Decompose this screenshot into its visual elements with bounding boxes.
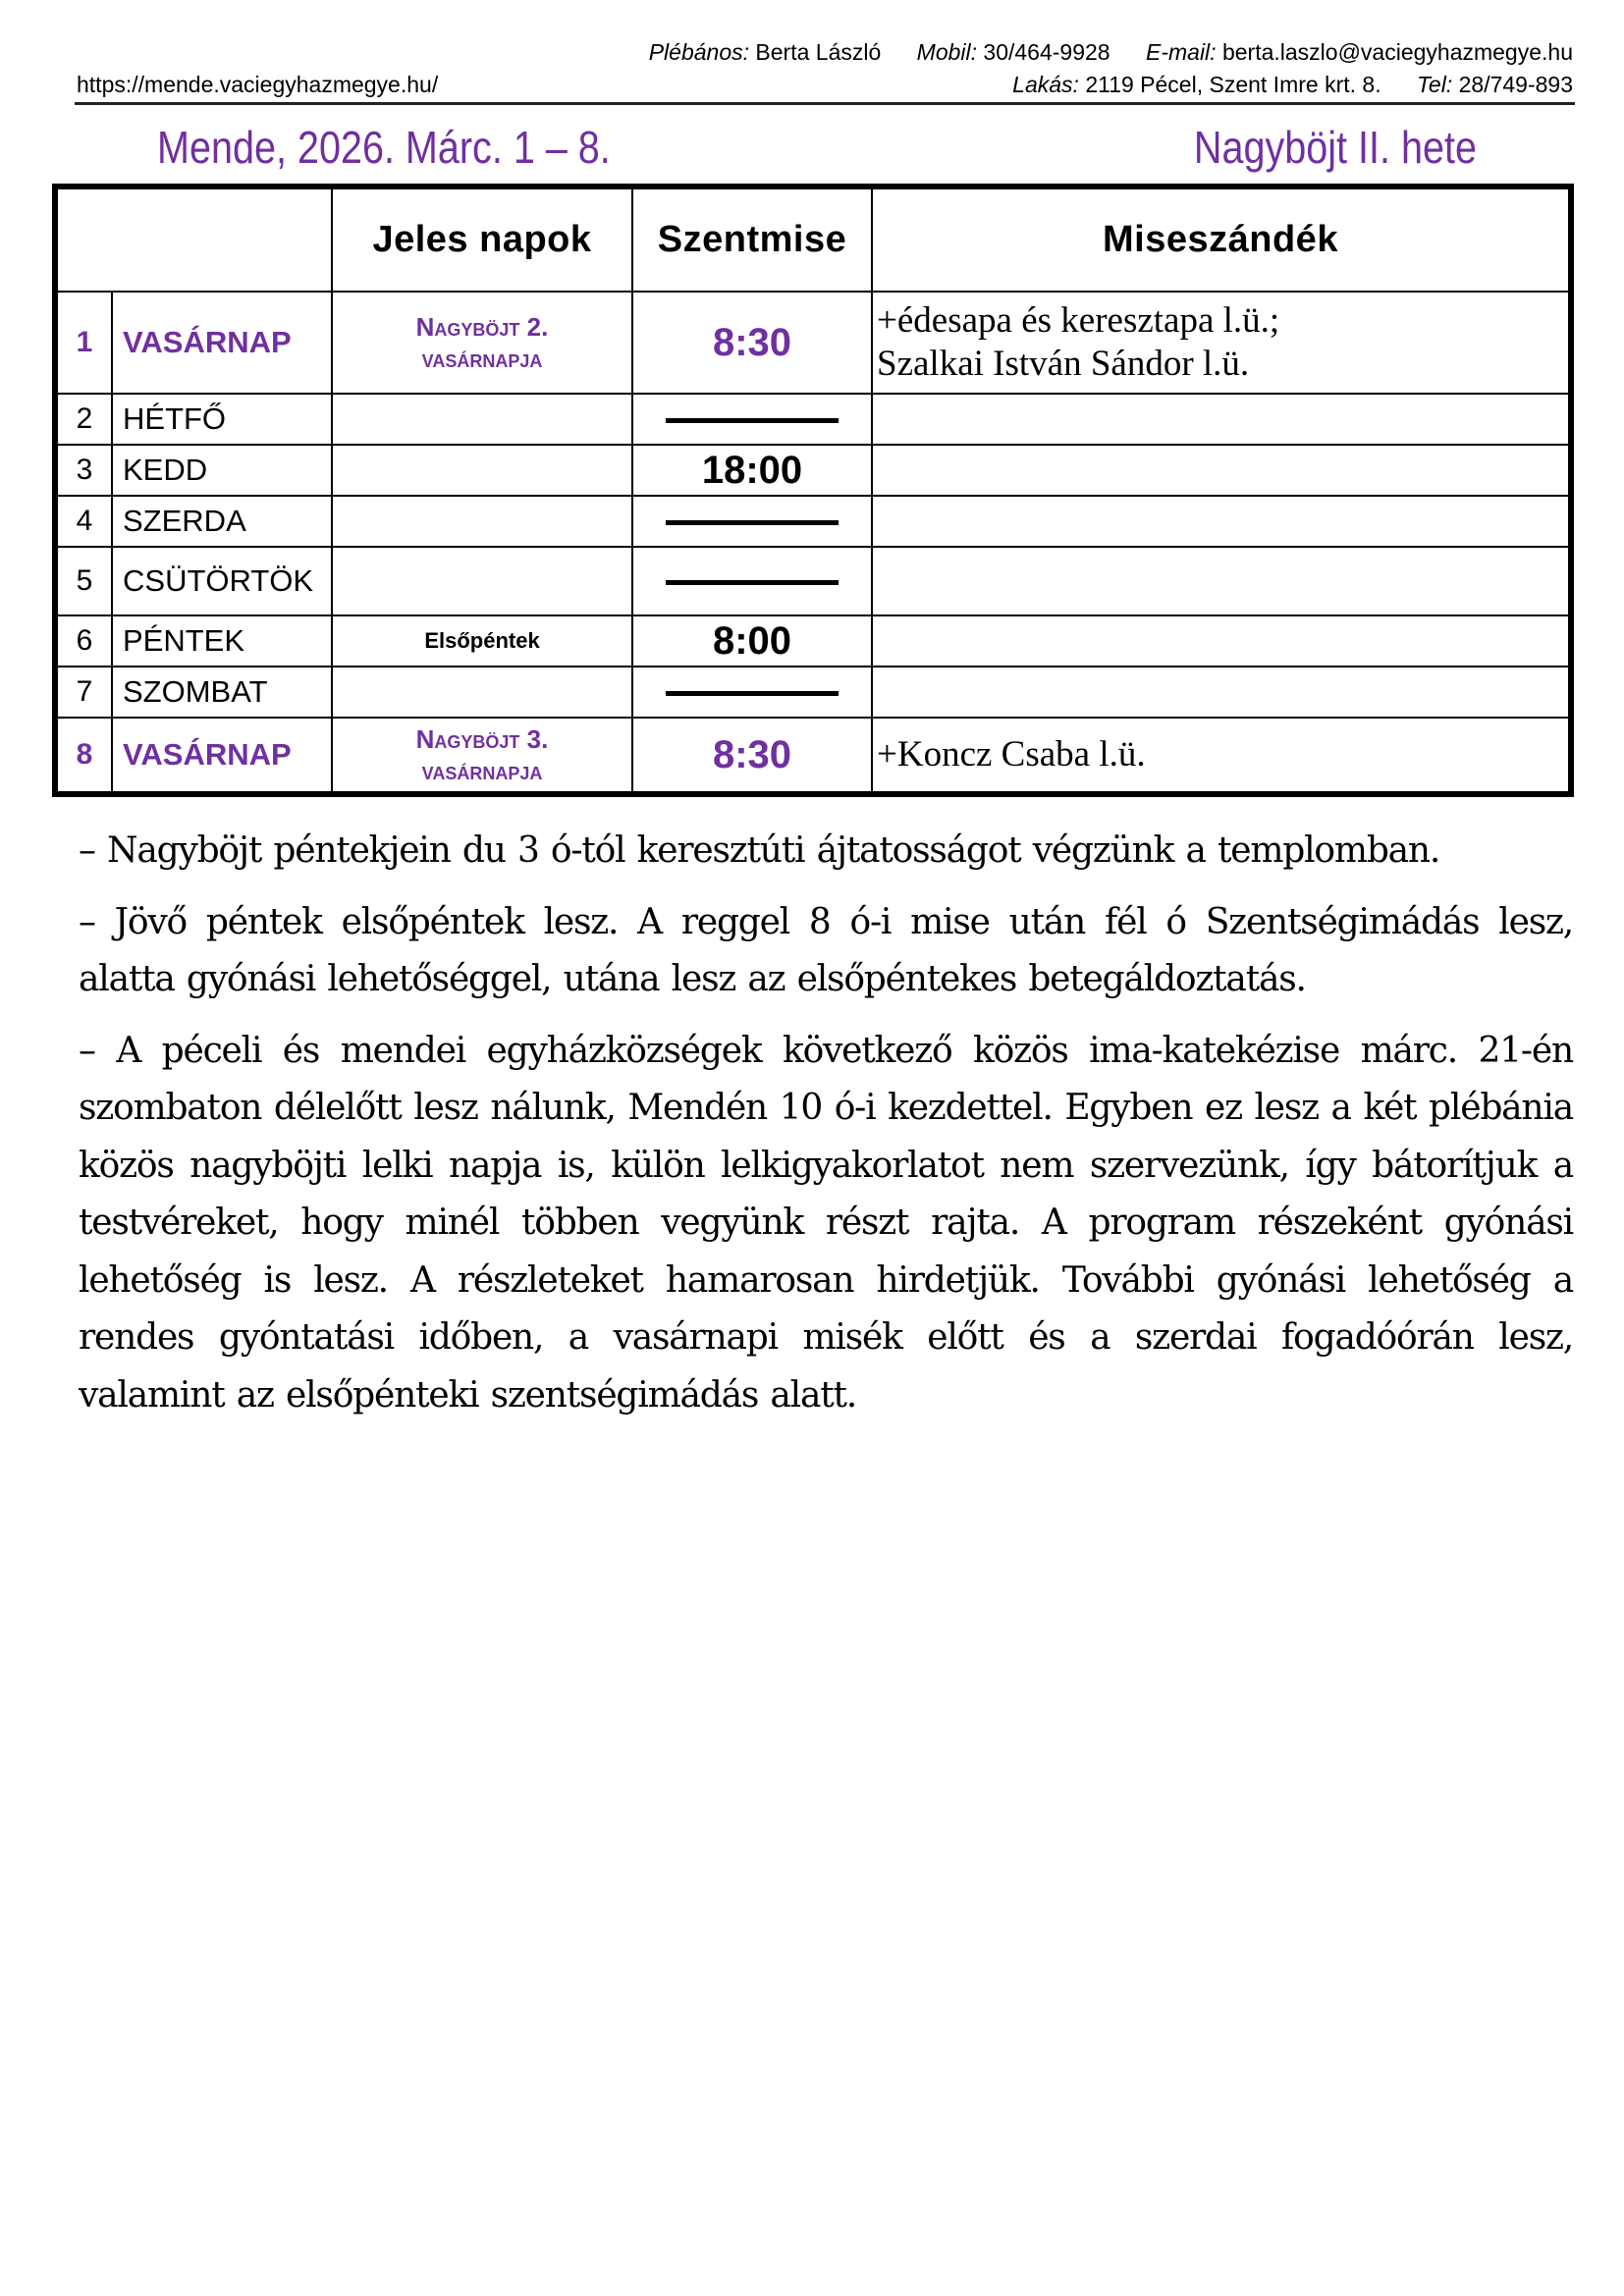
mass-time bbox=[632, 667, 872, 718]
mobile-label: Mobil: bbox=[916, 39, 978, 65]
feast-day bbox=[332, 547, 632, 615]
mass-intention bbox=[872, 547, 1571, 615]
header-address-line bbox=[77, 72, 1573, 97]
announcement-paragraph: – A péceli és mendei egyházközségek következő közös ima-katekézise márc. 21-én szombaton délelőtt lesz nálunk, Mendén 10 ó-i kezdettel. Egyben ez lesz a két plébánia közös nagyböjti lelki napja is, külön lelkigyakorlatot nem szervezünk, így bátorítjuk a testvéreket, hogy minél többen vegyünk részt rajta. A program részeként gyónási lehetőség is lesz. A részleteket hamarosan hirdetjük. További gyónási lehetőség a rendes gyóntatási időben, a vasárnapi misék előtt és a szerdai fogadóórán lesz, valamint az elsőpénteki szentségimádás alatt. bbox=[79, 1030, 1573, 1415]
no-mass-dash bbox=[666, 418, 839, 423]
feast-day bbox=[332, 445, 632, 496]
priest-name: Berta László bbox=[755, 39, 882, 65]
mobile-number: 30/464-9928 bbox=[983, 39, 1110, 65]
feast-line2: vasárnapja bbox=[421, 756, 543, 785]
address-block bbox=[1012, 72, 1573, 97]
table-row bbox=[55, 615, 1571, 667]
mass-time: 8:30 bbox=[632, 292, 872, 394]
feast-day bbox=[332, 292, 632, 394]
title-week: Nagyböjt II. hete bbox=[1193, 122, 1477, 173]
intention-line1: +édesapa és keresztapa l.ü.; bbox=[877, 300, 1280, 341]
mass-time bbox=[632, 496, 872, 547]
day-name: SZOMBAT bbox=[112, 667, 332, 718]
day-number: 5 bbox=[55, 547, 112, 615]
day-number: 2 bbox=[55, 394, 112, 445]
table-row bbox=[55, 292, 1571, 394]
table-row bbox=[55, 718, 1571, 794]
day-name: SZERDA bbox=[112, 496, 332, 547]
title-date: Mende, 2026. Márc. 1 – 8. bbox=[157, 122, 611, 173]
tel-number: 28/749-893 bbox=[1458, 72, 1573, 97]
feast-line1: Nagyböjt 2. bbox=[415, 312, 549, 342]
table-row bbox=[55, 496, 1571, 547]
mass-intention bbox=[872, 667, 1571, 718]
mass-intention bbox=[872, 394, 1571, 445]
address-label: Lakás: bbox=[1012, 72, 1079, 97]
header-intentions: Miseszándék bbox=[872, 187, 1571, 292]
mass-time: 8:30 bbox=[632, 718, 872, 794]
day-name: PÉNTEK bbox=[112, 615, 332, 667]
day-number: 7 bbox=[55, 667, 112, 718]
header-contact-line bbox=[649, 39, 1573, 65]
no-mass-dash bbox=[666, 520, 839, 525]
day-number: 6 bbox=[55, 615, 112, 667]
day-number: 1 bbox=[55, 292, 112, 394]
no-mass-dash bbox=[666, 580, 839, 585]
day-number: 8 bbox=[55, 718, 112, 794]
mass-time: 8:00 bbox=[632, 615, 872, 667]
announcement-paragraph: – Jövő péntek elsőpéntek lesz. A reggel 8 ó-i mise után fél ó Szentségimádás lesz, alatta gyónási lehetőséggel, utána lesz az elsőpéntekes betegáldoztatás. bbox=[79, 901, 1573, 999]
feast-day: Elsőpéntek bbox=[332, 615, 632, 667]
day-name: VASÁRNAP bbox=[112, 292, 332, 394]
table-header-row bbox=[55, 187, 1571, 292]
header-feast-days: Jeles napok bbox=[332, 187, 632, 292]
feast-line2: vasárnapja bbox=[421, 344, 543, 373]
announcement-paragraph: – Nagyböjt péntekjein du 3 ó-tól keresztúti ájtatosságot végzünk a templomban. bbox=[79, 830, 1440, 871]
header-day bbox=[55, 187, 332, 292]
mass-time bbox=[632, 394, 872, 445]
day-name: HÉTFŐ bbox=[112, 394, 332, 445]
address-value: 2119 Pécel, Szent Imre krt. 8. bbox=[1085, 72, 1381, 97]
table-row bbox=[55, 547, 1571, 615]
day-number: 4 bbox=[55, 496, 112, 547]
bulletin-title bbox=[157, 120, 1477, 175]
feast-day bbox=[332, 496, 632, 547]
mass-intention bbox=[872, 615, 1571, 667]
feast-day bbox=[332, 394, 632, 445]
table-row bbox=[55, 667, 1571, 718]
mass-intention bbox=[872, 445, 1571, 496]
no-mass-dash bbox=[666, 691, 839, 696]
day-name: VASÁRNAP bbox=[112, 718, 332, 794]
day-name: CSÜTÖRTÖK bbox=[112, 547, 332, 615]
mass-intention bbox=[872, 292, 1571, 394]
mass-time: 18:00 bbox=[632, 445, 872, 496]
day-number: 3 bbox=[55, 445, 112, 496]
mass-time bbox=[632, 547, 872, 615]
priest-label: Plébános: bbox=[648, 39, 750, 65]
header-divider bbox=[75, 102, 1575, 105]
feast-day bbox=[332, 667, 632, 718]
day-name: KEDD bbox=[112, 445, 332, 496]
header-mass: Szentmise bbox=[632, 187, 872, 292]
table-row bbox=[55, 445, 1571, 496]
feast-line1: Nagyböjt 3. bbox=[415, 724, 549, 754]
email-address[interactable]: berta.laszlo@vaciegyhazmegye.hu bbox=[1221, 39, 1573, 65]
mass-intention: +Koncz Csaba l.ü. bbox=[872, 718, 1571, 794]
announcements bbox=[79, 823, 1573, 1438]
tel-label: Tel: bbox=[1416, 72, 1453, 97]
mass-schedule-table bbox=[52, 184, 1574, 797]
table-row bbox=[55, 394, 1571, 445]
intention-line2: Szalkai István Sándor l.ü. bbox=[877, 344, 1250, 384]
website-link[interactable]: https://mende.vaciegyhazmegye.hu/ bbox=[77, 72, 439, 97]
feast-day bbox=[332, 718, 632, 794]
mass-intention bbox=[872, 496, 1571, 547]
email-label: E-mail: bbox=[1146, 39, 1217, 65]
